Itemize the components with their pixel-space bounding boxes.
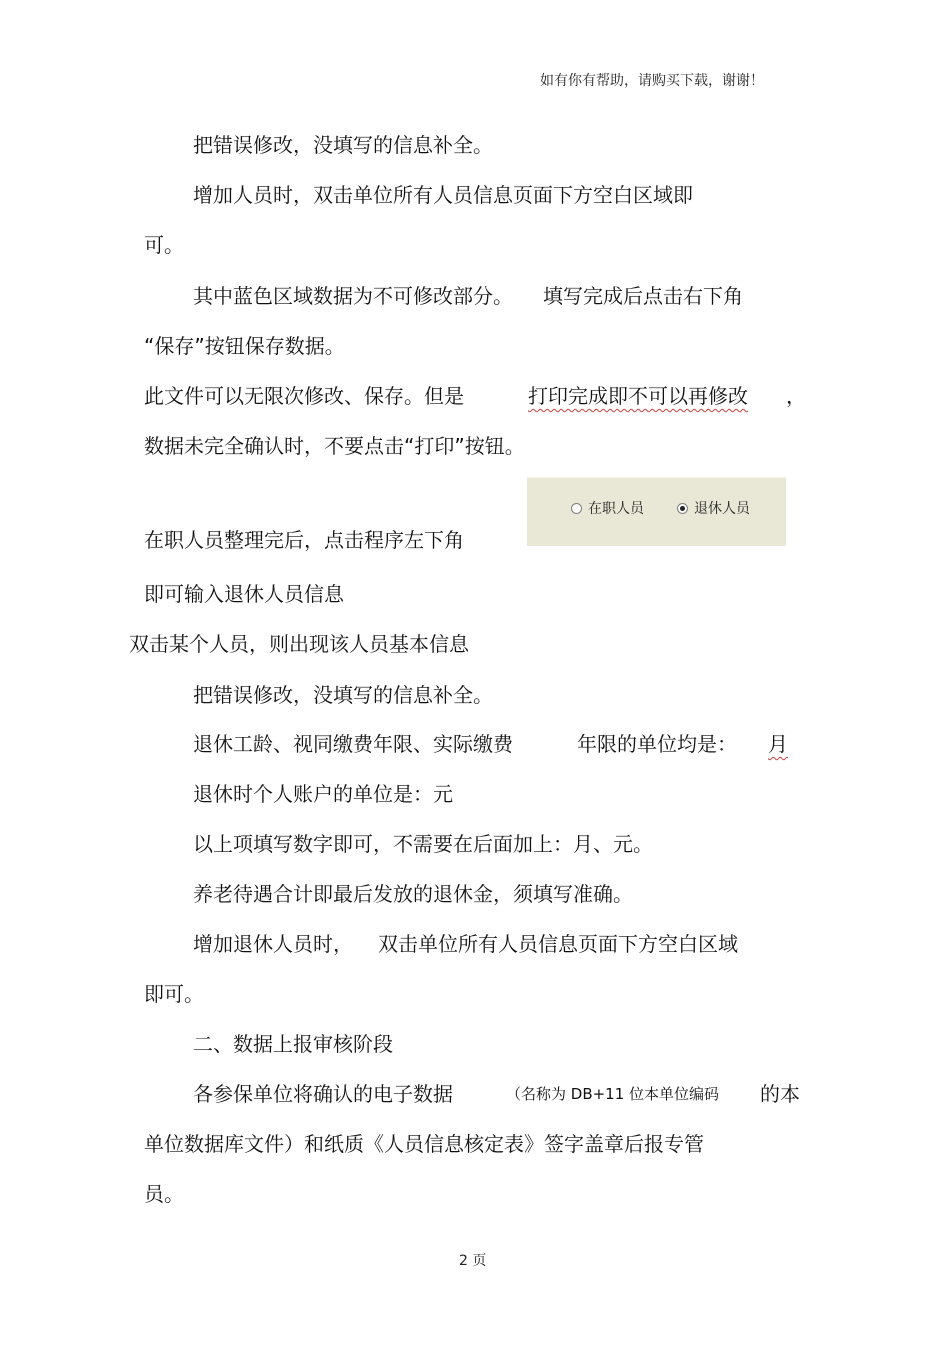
employee-type-radio-panel <box>527 477 786 546</box>
paragraph-line: 即可输入退休人员信息 <box>144 582 344 606</box>
paragraph-line: 退休工龄、视同缴费年限、实际缴费 <box>193 732 513 756</box>
paragraph-line: 各参保单位将确认的电子数据 <box>193 1082 453 1106</box>
paragraph-line: 即可。 <box>144 982 204 1006</box>
paragraph-line: 员。 <box>144 1182 184 1206</box>
paragraph-line <box>193 282 743 310</box>
paragraph-line: 养老待遇合计即最后发放的退休金，须填写准确。 <box>193 882 633 906</box>
paragraph-line: 年限的单位均是： <box>577 732 737 756</box>
radio-unchecked-icon <box>571 503 582 514</box>
spellcheck-underlined-text: 月 <box>768 732 788 756</box>
paragraph-line: 以上项填写数字即可，不需要在后面加上：月、元。 <box>193 832 653 856</box>
paragraph-line: 此文件可以无限次修改、保存。但是 <box>144 384 464 408</box>
paragraph-line: 双击某个人员，则出现该人员基本信息 <box>129 632 469 656</box>
page-header: 如有你有帮助，请购买下载，谢谢！ <box>540 73 764 89</box>
paragraph-line: 单位数据库文件）和纸质《人员信息核定表》签字盖章后报专管 <box>144 1132 704 1156</box>
paragraph-line: 在职人员整理完后，点击程序左下角 <box>144 528 464 552</box>
paragraph-line: 可。 <box>144 233 184 257</box>
section-heading: 二、数据上报审核阶段 <box>193 1032 393 1056</box>
paragraph-line: 双击单位所有人员信息页面下方空白区域 <box>378 932 738 956</box>
radio-label: 在职人员 <box>588 501 644 517</box>
paragraph-line: （名称为 DB+11 位本单位编码 <box>506 1085 720 1103</box>
radio-label: 退休人员 <box>694 501 750 517</box>
paragraph-line: 增加退休人员时， <box>193 932 353 956</box>
paragraph-line: 数据未完全确认时，不要点击“打印”按钮。 <box>144 434 525 458</box>
paragraph-line: 退休时个人账户的单位是：元 <box>193 782 453 806</box>
paragraph-line: “保存”按钮保存数据。 <box>144 334 345 358</box>
text-segment: 填写完成后点击右下角 <box>543 284 743 308</box>
radio-option-retired-staff[interactable] <box>677 498 750 518</box>
radio-option-active-staff[interactable] <box>571 498 644 518</box>
spellcheck-underlined-text: 打印完成即不可以再修改 <box>528 384 748 408</box>
text-segment: 其中蓝色区域数据为不可修改部分。 <box>193 284 513 308</box>
page-number: 2 页 <box>459 1253 487 1269</box>
paragraph-line: 增加人员时，双击单位所有人员信息页面下方空白区域即 <box>193 183 693 207</box>
paragraph-line: 的本 <box>760 1082 800 1106</box>
paragraph-line: ， <box>786 384 806 408</box>
paragraph-line: 把错误修改，没填写的信息补全。 <box>193 133 493 157</box>
paragraph-line: 把错误修改，没填写的信息补全。 <box>193 683 493 707</box>
radio-checked-icon <box>677 503 688 514</box>
